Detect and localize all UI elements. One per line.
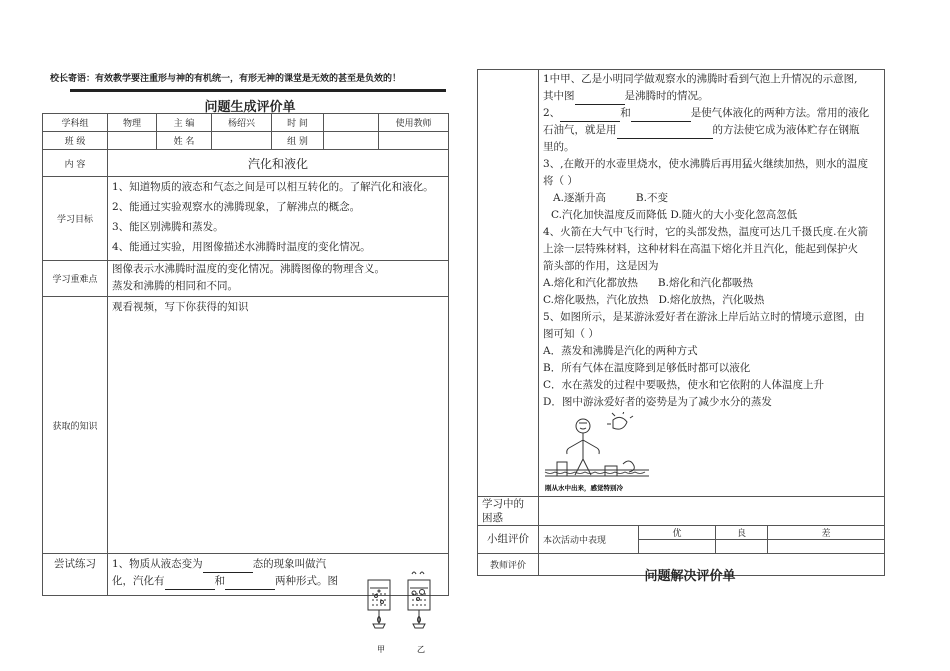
name-label: 姓 名: [157, 132, 212, 150]
swimmer-illustration: [543, 412, 653, 496]
q5-option: B．所有气体在温度降到足够低时都可以液化: [543, 362, 751, 374]
grade-excellent: 优: [639, 526, 716, 540]
grade-excellent-value[interactable]: [639, 540, 716, 554]
key-point: 蒸发和沸腾的相同和不同。: [112, 280, 238, 292]
q4-option: C.熔化吸热，汽化放热: [543, 294, 649, 306]
goal-item: 2、能通过实验观察水的沸腾现象，了解沸点的概念。: [112, 201, 361, 213]
teacher-label: 使用教师: [379, 114, 449, 132]
subject-group-label: 学科组: [43, 114, 108, 132]
editor-value: 杨绍兴: [212, 114, 272, 132]
q4-line3: 箭头部的作用，这是因为: [543, 260, 659, 272]
confusion-label: 学习中的困惑: [478, 497, 539, 526]
q4-line1: 4、火箭在大气中飞行时，它的头部发热，温度可达几千摄氏度.在火箭: [543, 226, 869, 238]
teacher-value: [379, 132, 449, 150]
q5-line1: 5、如图所示，是某游泳爱好者在游泳上岸后站立时的情境示意图，由: [543, 311, 865, 323]
heavy-divider: [70, 89, 446, 92]
grade-good-value[interactable]: [716, 540, 768, 554]
beaker-label: 乙: [417, 645, 425, 654]
q3-option: B.不变: [635, 192, 668, 204]
editor-label: 主 编: [157, 114, 212, 132]
practice-label: 尝试练习: [43, 554, 108, 596]
blank[interactable]: [225, 589, 275, 590]
q3-option: D.随火的大小变化忽高忽低: [670, 209, 798, 221]
time-label: 时 间: [272, 114, 324, 132]
group-label: 组 别: [272, 132, 324, 150]
goal-item: 1、知道物质的液态和气态之间是可以相互转化的。了解汽化和液化。: [112, 181, 434, 193]
beaker-yi: [408, 580, 430, 610]
right-title: 问题解决评价单: [644, 569, 736, 584]
q5-option: C．水在蒸发的过程中要吸热，使水和它依附的人体温度上升: [543, 379, 825, 391]
goals-cell: [108, 177, 449, 261]
questions-cell: [539, 70, 885, 497]
key-points-cell: [108, 261, 449, 297]
left-title: 问题生成评价单: [204, 100, 296, 115]
grade-poor: 差: [768, 526, 885, 540]
teacher-eval-label: 教师评价: [478, 554, 539, 576]
blank[interactable]: [203, 572, 253, 573]
q4-line2: 上涂一层特殊材料，这种材料在高温下熔化并且汽化，能起到保护火: [543, 243, 858, 255]
beaker-jia: [368, 580, 390, 610]
grade-good: 良: [716, 526, 768, 540]
blank[interactable]: [165, 589, 215, 590]
problem-table: [477, 69, 885, 576]
subject-value: 物理: [108, 114, 157, 132]
q2-f: 里的。: [543, 141, 575, 153]
q4-option: B.熔化和汽化都吸热: [657, 277, 753, 289]
practice-q1-b: 态的现象叫做汽: [252, 558, 327, 570]
practice-q1-e: 两种形式。图: [275, 575, 338, 587]
confusion-value[interactable]: [539, 497, 885, 526]
practice-q1-c: 化，汽化有: [112, 575, 165, 587]
motto: 校长寄语：有效教学要注重形与神的有机统一，有形无神的课堂是无效的甚至是负效的！: [50, 74, 402, 84]
content-value: 汽化和液化: [108, 150, 449, 177]
q5-line2: 图可知（ ）: [543, 328, 599, 340]
q1-line1: 1中甲、乙是小明同学做观察水的沸腾时看到气泡上升情况的示意图,: [543, 73, 858, 85]
q3-line2: 将（ ）: [543, 175, 578, 187]
class-value: [108, 132, 157, 150]
q3-line1: 3、,在敞开的水壶里烧水，使水沸腾后再用猛火继续加热，则水的温度: [543, 158, 869, 170]
q1-line2: 其中图: [543, 90, 575, 102]
knowledge-prompt: 观看视频，写下你获得的知识: [108, 297, 449, 554]
goal-item: 4、能通过实验，用图像描述水沸腾时温度的变化情况。: [112, 241, 371, 253]
q5-option: D．图中游泳爱好者的姿势是为了减少水分的蒸发: [543, 396, 772, 408]
illustration-caption: 刚从水中出来，感觉特别冷: [545, 484, 623, 492]
q1-line2b: 是沸腾时的情况。: [624, 90, 709, 102]
activity-label: 本次活动中表现: [539, 526, 639, 554]
class-label: 班 级: [43, 132, 108, 150]
q4-option: A.熔化和汽化都放热: [543, 277, 638, 289]
time-value: [324, 114, 379, 132]
q3-option: A.逐渐升高: [553, 192, 606, 204]
q2-b: 和: [620, 107, 631, 119]
q3-option: C.汽化加快温度反而降低: [551, 209, 667, 221]
q2-e: 的方法使它成为液体贮存在钢瓶: [712, 124, 860, 136]
beaker-label: 甲: [377, 645, 385, 654]
q5-option: A．蒸发和沸腾是汽化的两种方式: [543, 345, 698, 357]
content-label: 内 容: [43, 150, 108, 177]
key-points-label: 学习重难点: [43, 261, 108, 297]
blank-cell: [478, 70, 539, 497]
practice-q1-a: 1、物质从液态变为: [112, 558, 203, 570]
grade-poor-value[interactable]: [768, 540, 885, 554]
beakers-illustration: [362, 568, 442, 658]
practice-q1-d: 和: [214, 575, 225, 587]
name-value: [212, 132, 272, 150]
goals-label: 学习目标: [43, 177, 108, 261]
key-point: 图像表示水沸腾时温度的变化情况。沸腾图像的物理含义。: [112, 263, 385, 275]
q2-d: 石油气，就是用: [543, 124, 617, 136]
blank[interactable]: [617, 138, 713, 139]
q2-c: 是使气体液化的两种方法。常用的液化: [690, 107, 870, 119]
group-eval-label: 小组评价: [478, 526, 539, 554]
group-value: [324, 132, 379, 150]
lesson-table: [42, 113, 449, 596]
q2-a: 2、: [543, 107, 561, 119]
goal-item: 3、能区别沸腾和蒸发。: [112, 221, 224, 233]
knowledge-label: 获取的知识: [43, 297, 108, 554]
q4-option: D.熔化放热，汽化吸热: [658, 294, 765, 306]
